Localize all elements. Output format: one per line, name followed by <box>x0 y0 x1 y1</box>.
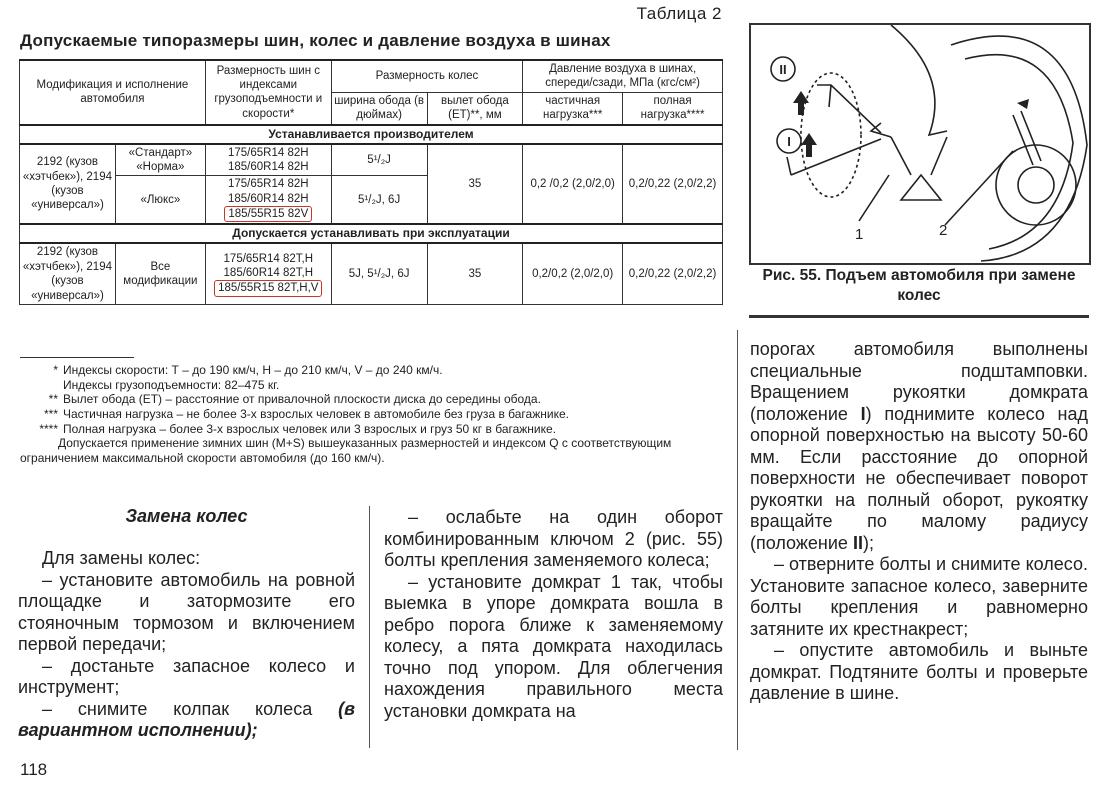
trim-cell: Все модификации <box>115 243 205 304</box>
column-divider <box>737 330 738 750</box>
tire-size: 185/60R14 82H <box>228 192 309 205</box>
paragraph: – отверните болты и снимите колесо. Установите запасное колесо, заверните болты крепления и равномерно затяните их крестнакрест; <box>750 554 1088 639</box>
section-row-operation <box>20 224 723 243</box>
text-column-3 <box>750 339 1088 705</box>
table-label: Таблица 2 <box>636 4 722 23</box>
model-cell: 2192 (кузов «хэтчбек»), 2194 (кузов «универсал») <box>20 243 116 304</box>
footnote-text: Индексы скорости: Т – до 190 км/ч, Н – до 210 км/ч, V – до 240 км/ч. <box>63 363 443 377</box>
jack-illustration <box>751 25 1089 263</box>
wheel-wrench <box>1013 111 1041 165</box>
paragraph: Для замены колес: <box>42 548 201 568</box>
paragraph: – достаньте запасное колесо и инструмент; <box>18 655 355 697</box>
arrow-up-icon <box>793 91 809 115</box>
trim-cell: «Люкс» <box>115 176 205 225</box>
figure-caption: Рис. 55. Подъем автомобиля при замене колес <box>762 267 1076 305</box>
footnote-text: Индексы грузоподъемности: 82–475 кг. <box>63 377 280 392</box>
paragraph: – установите домкрат 1 так, чтобы выемка в упоре домкрата вошла в ребро порога ближе к заменяемому колесу, а пята домкрата находилась точно под упором. Для облегчения нахождения правильного места установки домкрата на <box>384 571 723 721</box>
header-offset: вылет обода (ЕТ)**, мм <box>427 92 523 124</box>
tire-size: 185/60R14 82Т,Н <box>223 266 314 279</box>
jack-base <box>901 175 941 200</box>
header-pressure: Давление воздуха в шинах, спереди/сзади, МПа (кгс/см²) <box>523 60 723 92</box>
position-II-label: II <box>779 62 787 77</box>
page-number: 118 <box>20 760 48 779</box>
position-I-label: I <box>787 134 791 149</box>
hub-center <box>1018 167 1054 203</box>
arrow-icon <box>1017 99 1029 109</box>
figure-divider <box>749 315 1089 318</box>
rim-width-cell: 5¹/₂J <box>331 144 427 176</box>
rim-width-cell: 5J, 5¹/₂J, 6J <box>331 243 427 304</box>
tire-size: 175/65R14 82H <box>228 146 309 159</box>
tire-cell <box>205 144 331 176</box>
header-rim-width: ширина обода (в дюймах) <box>331 92 427 124</box>
rim-width-cell: 5¹/₂J, 6J <box>331 176 427 225</box>
table-row <box>20 243 723 304</box>
footnote-mark: *** <box>43 406 58 421</box>
tire-size-highlighted: 185/55R15 82Т,Н,V <box>214 280 322 296</box>
jack-handle <box>817 85 881 133</box>
table-title: Допускаемые типоразмеры шин, колес и давление воздуха в шинах <box>20 31 611 50</box>
full-load-cell: 0,2/0,22 (2,0/2,2) <box>623 243 723 304</box>
header-full-load: полная нагрузка**** <box>623 92 723 124</box>
footnote <box>20 378 720 393</box>
tire-spec-table <box>19 59 723 305</box>
tire-cell <box>205 243 331 304</box>
footnote <box>20 392 720 407</box>
callout-2: 2 <box>939 222 948 239</box>
offset-cell: 35 <box>427 144 523 225</box>
footnote-mark: * <box>53 363 58 377</box>
section-factory: Устанавливается производителем <box>20 125 723 144</box>
paragraph-emphasis: (в вариантном исполнении); <box>18 698 355 740</box>
column-divider <box>369 506 370 748</box>
footnote <box>20 422 720 437</box>
footnote-mark: **** <box>39 421 58 436</box>
jack-figure <box>749 23 1091 265</box>
tire-size: 175/65R14 82Т,Н <box>223 252 314 265</box>
footnote-text: Вылет обода (ЕТ) – расстояние от привалочной плоскости диска до середины обода. <box>63 392 541 407</box>
paragraph: – ослабьте на один оборот комбинированным ключом 2 (рис. 55) болты крепления заменяемого колеса; <box>384 507 723 570</box>
jack-arms <box>891 137 947 175</box>
offset-cell: 35 <box>427 243 523 304</box>
model-cell: 2192 (кузов «хэтчбек»), 2194 (кузов «универсал») <box>20 144 116 225</box>
header-wheel-size: Размерность колес <box>331 60 523 92</box>
tire-size: 185/60R14 82H <box>228 160 309 173</box>
footnote <box>20 363 720 378</box>
tire-size-highlighted: 185/55R15 82V <box>224 206 312 222</box>
text-column-2 <box>384 507 723 722</box>
table-footnotes <box>20 357 720 465</box>
trim-cell: «Стандарт» «Норма» <box>115 144 205 176</box>
partial-load-cell: 0,2/0,2 (2,0/2,0) <box>523 243 623 304</box>
header-modification: Модификация и исполнение автомобиля <box>20 60 206 125</box>
jack-screw <box>871 123 891 137</box>
section-operation: Допускается устанавливать при эксплуатации <box>20 224 723 243</box>
footnote-mark: ** <box>48 392 58 407</box>
paragraph: – опустите автомобиль и выньте домкрат. Подтяните болты и проверьте давление в шине. <box>750 640 1088 703</box>
footnote <box>20 436 720 465</box>
callout-1: 1 <box>855 226 864 243</box>
partial-load-cell: 0,2 /0,2 (2,0/2,0) <box>523 144 623 225</box>
footnote-mark <box>20 378 63 393</box>
table-header-row <box>20 60 723 92</box>
footnote-text: Допускается применение зимних шин (M+S) вышеуказанных размерностей и индексом Q с соответствующим ограничением максимальной скорости автомобиля (до 160 км/ч). <box>20 436 672 465</box>
footnote-text: Полная нагрузка – более 3-х взрослых человек или 3 взрослых и груз 50 кг в багажнике. <box>63 421 557 436</box>
header-tire-size: Размерность шин с индексами грузоподъемности и скорости* <box>205 60 331 125</box>
footnote-rule <box>20 357 134 358</box>
body-sill <box>891 25 947 135</box>
tire-size: 175/65R14 82H <box>228 178 309 191</box>
paragraph: – установите автомобиль на ровной площадке и затормозите его стояночным тормозом и включением первой передачи; <box>18 569 355 654</box>
text-column-1 <box>18 548 355 742</box>
section-row-factory <box>20 125 723 144</box>
full-load-cell: 0,2/0,22 (2,0/2,2) <box>623 144 723 225</box>
footnote <box>20 407 720 422</box>
paragraph <box>18 699 355 742</box>
section-heading: Замена колес <box>125 506 248 526</box>
header-partial-load: частичная нагрузка*** <box>523 92 623 124</box>
arrow-up-icon <box>801 133 817 157</box>
paragraph: порогах автомобиля выполнены специальные подштамповки. Вращением рукоятки домкрата (положение I) поднимите колесо над опорной поверхностью на высоту 50-60 мм. Если расстояние до опорной поверхности не обеспечивает поворот рукоятки на полный оборот, рукоятку вращайте по малому радиусу (положение II); <box>750 339 1088 553</box>
tire-cell <box>205 176 331 225</box>
table-row <box>20 144 723 176</box>
footnote-text: Частичная нагрузка – не более 3-х взрослых человек в автомобиле без груза в багажнике. <box>63 406 569 421</box>
paragraph-text: – снимите колпак колеса <box>42 698 313 719</box>
